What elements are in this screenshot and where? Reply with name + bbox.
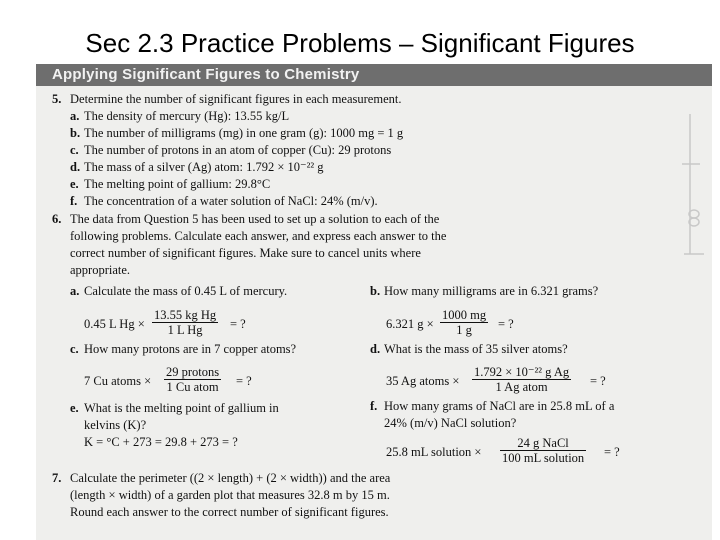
q6d-tail: = ? [590, 374, 606, 388]
q5c-text: The number of protons in an atom of copper (Cu): 29 protons [84, 143, 392, 157]
q5c-letter: c. [70, 143, 79, 157]
q5-stem: Determine the number of significant figures in each measurement. [70, 92, 402, 106]
q5e-text: The melting point of gallium: 29.8°C [84, 177, 271, 191]
worksheet-scan [36, 64, 712, 540]
q7-line1: Calculate the perimeter ((2 × length) + (2 × width)) and the area [70, 471, 391, 485]
q5d-letter: d. [70, 160, 81, 174]
q6f-fraction [500, 436, 586, 465]
q6d-lead: 35 Ag atoms × [386, 374, 460, 388]
q5a-text: The density of mercury (Hg): 13.55 kg/L [84, 109, 290, 123]
q6f-tail: = ? [604, 445, 620, 459]
q7-line2: (length × width) of a garden plot that measures 32.8 m by 15 m. [70, 488, 390, 502]
q6d-numerator: 1.792 × 10⁻²² g Ag [474, 365, 570, 379]
q6e-question-line2: kelvins (K)? [84, 418, 147, 432]
q6b-tail: = ? [498, 317, 514, 331]
q5f-text: The concentration of a water solution of NaCl: 24% (m/v). [84, 194, 378, 208]
q6-stem-line1: The data from Question 5 has been used to set up a solution to each of the [70, 212, 440, 226]
q6-number: 6. [52, 212, 62, 226]
worksheet-header-text: Applying Significant Figures to Chemistry [52, 66, 360, 83]
q6b-lead: 6.321 g × [386, 317, 434, 331]
q6-stem-line3: correct number of significant figures. Make sure to cancel units where [70, 246, 421, 260]
slide-title: Sec 2.3 Practice Problems – Significant Figures [85, 28, 635, 58]
q6-stem-line2: following problems. Calculate each answer, and express each answer to the [70, 229, 447, 243]
q6b-question: How many milligrams are in 6.321 grams? [384, 284, 599, 298]
q6d-letter: d. [370, 342, 381, 356]
q6a-denominator: 1 L Hg [167, 323, 203, 337]
q5b-text: The number of milligrams (mg) in one gram (g): 1000 mg = 1 g [84, 126, 404, 140]
q6a-question: Calculate the mass of 0.45 L of mercury. [84, 284, 288, 298]
q6d-denominator: 1 Ag atom [495, 380, 548, 394]
q6c-denominator: 1 Cu atom [166, 380, 219, 394]
worksheet-header [36, 64, 712, 86]
q6d-question: What is the mass of 35 silver atoms? [384, 342, 568, 356]
q6a-letter: a. [70, 284, 80, 298]
q5f-letter: f. [70, 194, 78, 208]
q5-number: 5. [52, 92, 62, 106]
q6c-question: How many protons are in 7 copper atoms? [84, 342, 297, 356]
q6a-lead: 0.45 L Hg × [84, 317, 145, 331]
q6-stem-line4: appropriate. [70, 263, 131, 277]
q6d-fraction [472, 365, 571, 394]
q6c-numerator: 29 protons [166, 365, 220, 379]
q6f-lead: 25.8 mL solution × [386, 445, 482, 459]
q6b-letter: b. [370, 284, 381, 298]
q6b-fraction [440, 308, 488, 337]
q6c-fraction [164, 365, 221, 394]
q6e-letter: e. [70, 401, 79, 415]
q6e-equation: K = °C + 273 = 29.8 + 273 = ? [84, 435, 238, 449]
q6c-letter: c. [70, 342, 79, 356]
q6c-tail: = ? [236, 374, 252, 388]
q5e-letter: e. [70, 177, 79, 191]
q5d-text: The mass of a silver (Ag) atom: 1.792 × 10⁻²² g [84, 160, 324, 174]
lab-apparatus-icon [676, 104, 708, 284]
q6e-question-line1: What is the melting point of gallium in [84, 401, 279, 415]
q6a-numerator: 13.55 kg Hg [154, 308, 217, 322]
q6b-numerator: 1000 mg [442, 308, 487, 322]
q6f-denominator: 100 mL solution [502, 451, 585, 465]
q6f-letter: f. [370, 399, 378, 413]
q6c-lead: 7 Cu atoms × [84, 374, 152, 388]
q5b-letter: b. [70, 126, 81, 140]
q6f-numerator: 24 g NaCl [500, 436, 586, 451]
q7-number: 7. [52, 471, 62, 485]
q6a-fraction [152, 308, 218, 337]
q5a-letter: a. [70, 109, 80, 123]
q6b-denominator: 1 g [456, 323, 472, 337]
q6a-tail: = ? [230, 317, 246, 331]
q7-line3: Round each answer to the correct number of significant figures. [70, 505, 389, 519]
q6f-question-line1: How many grams of NaCl are in 25.8 mL of a [384, 399, 615, 413]
q6f-question-line2: 24% (m/v) NaCl solution? [384, 416, 517, 430]
